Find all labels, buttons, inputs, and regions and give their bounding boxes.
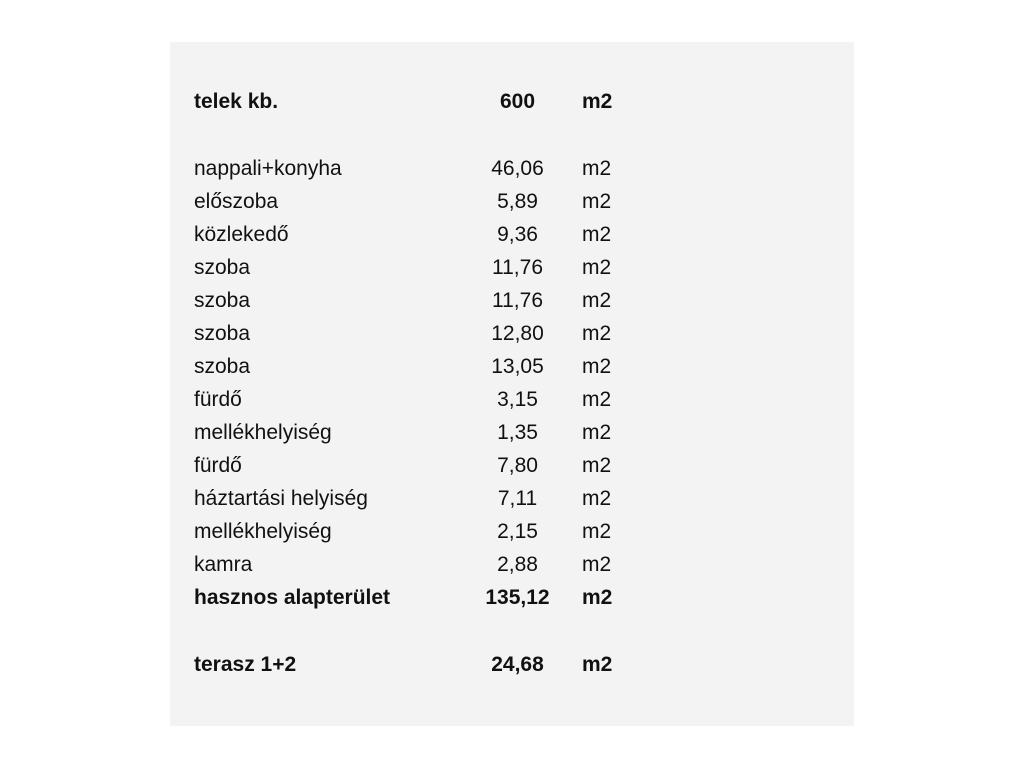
room-row (170, 286, 854, 316)
room-area: 5,89 (497, 190, 538, 213)
room-row (170, 154, 854, 184)
room-area: 11,76 (492, 256, 543, 279)
room-unit: m2 (582, 289, 612, 312)
room-row (170, 220, 854, 250)
room-name: szoba (194, 322, 251, 345)
room-area: 11,76 (492, 289, 543, 312)
room-area: 13,05 (491, 355, 544, 378)
room-name: nappali+konyha (194, 157, 342, 180)
room-row (170, 319, 854, 349)
room-name: háztartási helyiség (194, 487, 368, 510)
room-area: 12,80 (491, 322, 544, 345)
area-table-panel (170, 42, 854, 726)
room-area: 2,88 (497, 553, 538, 576)
room-row (170, 253, 854, 283)
room-row (170, 451, 854, 481)
room-area: 1,35 (497, 421, 538, 444)
room-unit: m2 (582, 223, 612, 246)
room-row (170, 517, 854, 547)
room-name: szoba (194, 256, 251, 279)
room-unit: m2 (582, 157, 612, 180)
room-name: előszoba (194, 190, 279, 213)
room-unit: m2 (582, 388, 612, 411)
total-value: 135,12 (485, 586, 550, 609)
total-unit: m2 (582, 586, 613, 609)
room-unit: m2 (582, 520, 612, 543)
room-unit: m2 (582, 454, 612, 477)
terrace-value: 24,68 (491, 653, 544, 676)
room-name: közlekedő (194, 223, 289, 246)
terrace-row (170, 650, 854, 680)
room-name: szoba (194, 289, 251, 312)
room-area: 9,36 (497, 223, 538, 246)
plot-unit: m2 (582, 90, 613, 113)
room-area: 46,06 (491, 157, 544, 180)
room-unit: m2 (582, 322, 612, 345)
room-area: 7,11 (497, 487, 538, 510)
room-unit: m2 (582, 190, 612, 213)
room-row (170, 385, 854, 415)
room-unit: m2 (582, 487, 612, 510)
total-label: hasznos alapterület (194, 586, 391, 609)
room-name: szoba (194, 355, 251, 378)
room-name: kamra (194, 553, 253, 576)
room-unit: m2 (582, 355, 612, 378)
room-unit: m2 (582, 553, 612, 576)
room-area: 3,15 (497, 388, 538, 411)
plot-label: telek kb. (194, 90, 279, 113)
plot-row (170, 87, 854, 117)
room-row (170, 484, 854, 514)
room-row (170, 418, 854, 448)
total-row (170, 583, 854, 613)
terrace-label: terasz 1+2 (194, 653, 297, 676)
room-area: 2,15 (497, 520, 538, 543)
terrace-unit: m2 (582, 653, 613, 676)
plot-value: 600 (499, 90, 536, 113)
room-row (170, 352, 854, 382)
room-name: fürdő (194, 454, 242, 477)
room-unit: m2 (582, 256, 612, 279)
room-name: fürdő (194, 388, 242, 411)
room-row (170, 550, 854, 580)
room-row (170, 187, 854, 217)
room-unit: m2 (582, 421, 612, 444)
room-area: 7,80 (497, 454, 538, 477)
room-name: mellékhelyiség (194, 421, 332, 444)
room-name: mellékhelyiség (194, 520, 332, 543)
